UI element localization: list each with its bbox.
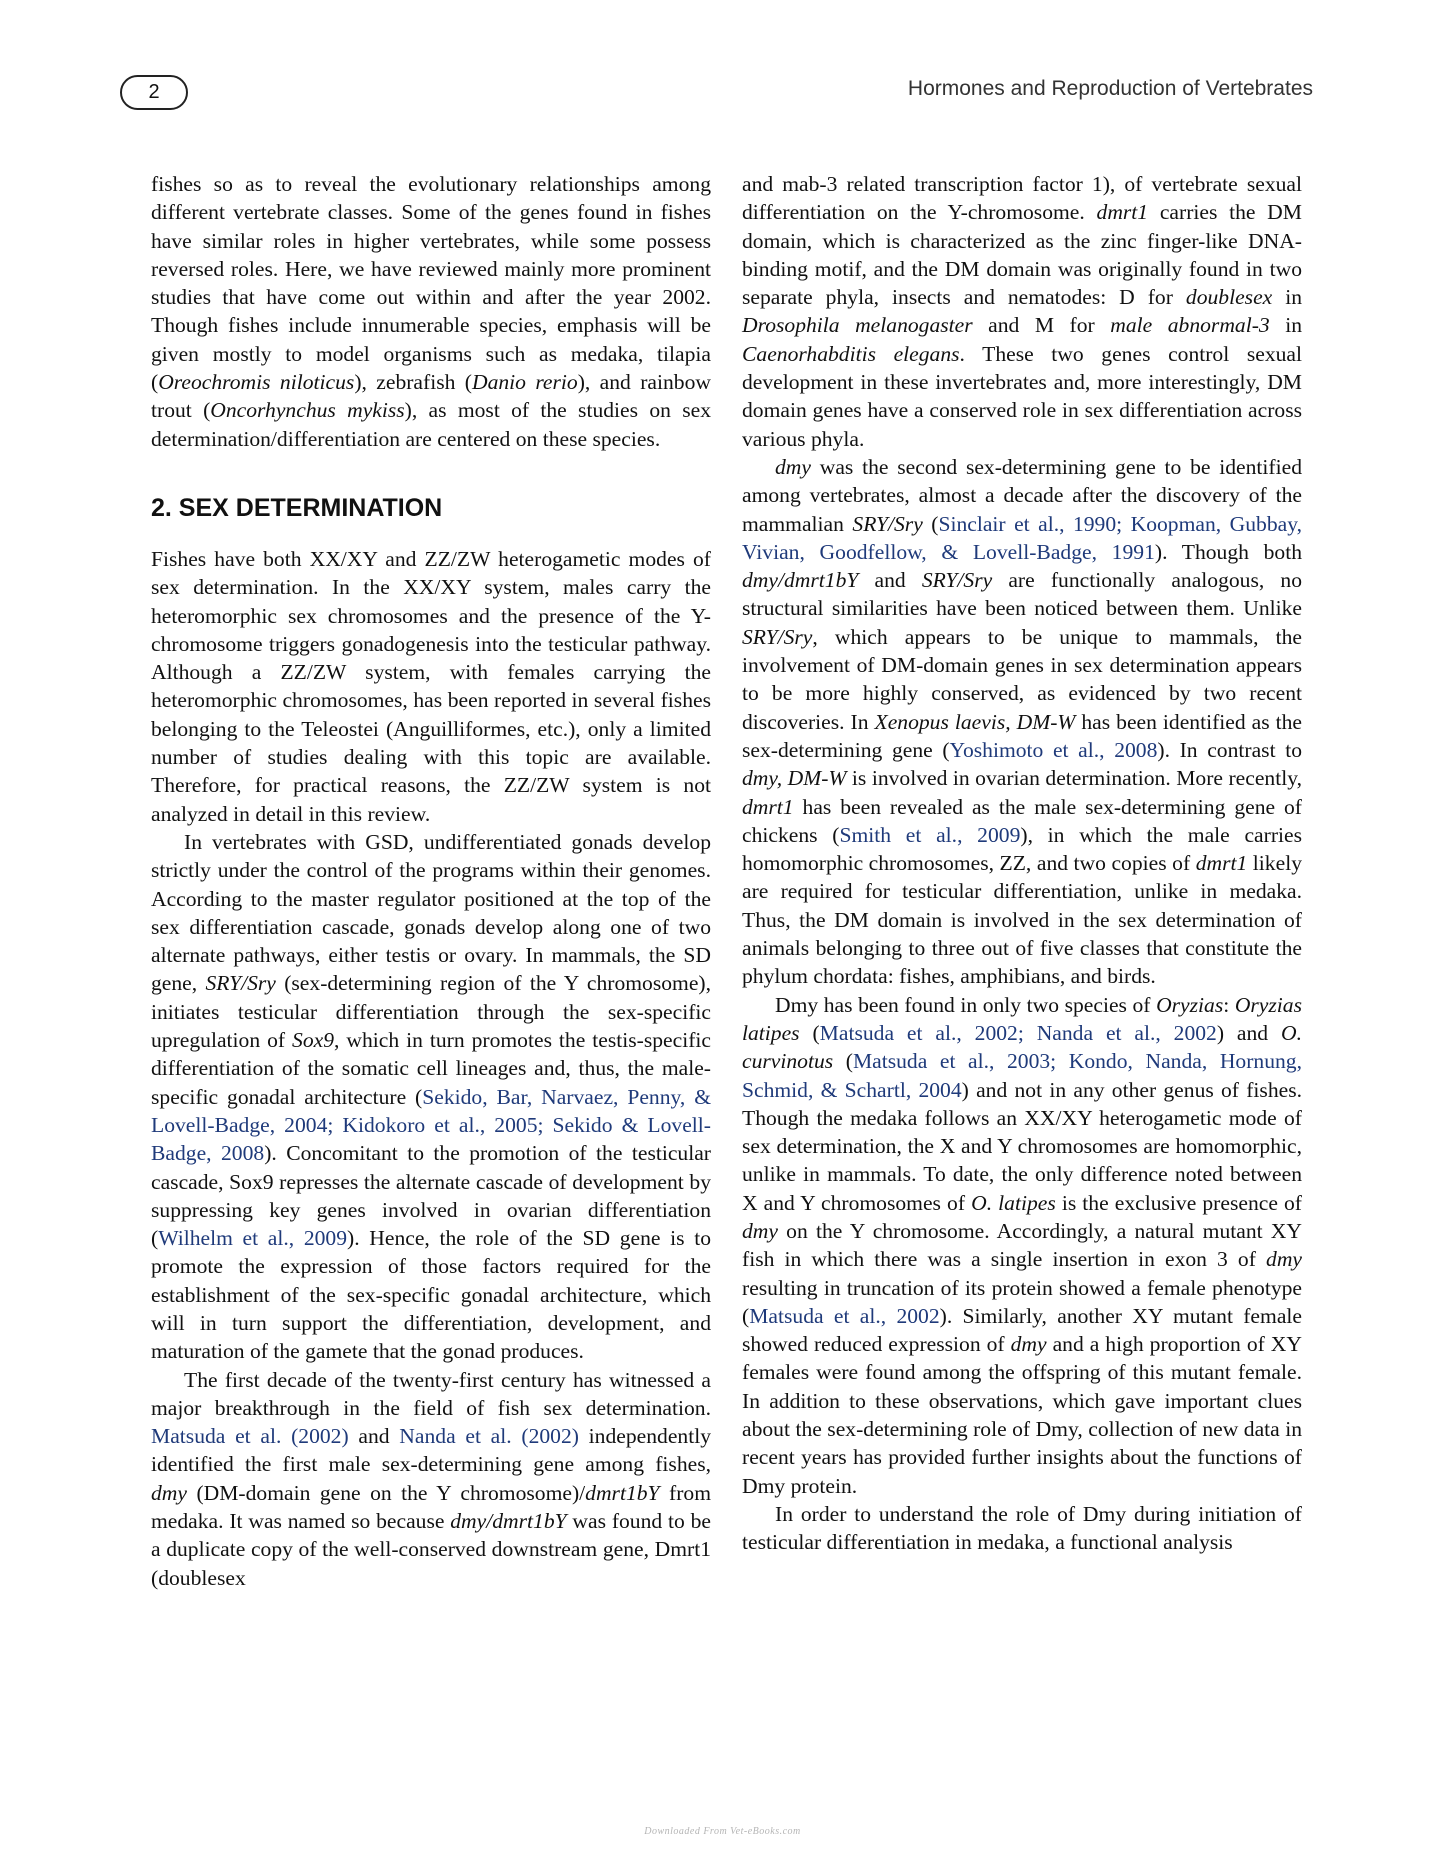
page-header	[120, 73, 1313, 113]
italic-term: Oreochromis niloticus	[158, 370, 355, 395]
text-run: Fishes have both XX/XY and ZZ/ZW heterogametic modes of sex determination. In the XX/XY system, males carry the heteromorphic sex chromosomes and the presence of the Y-chromosome triggers gonadogenesis into the testicular pathway. Although a ZZ/ZW system, with females carrying the heteromorphic chromosomes, has been reported in several fishes belonging to the Teleostei (Anguilliformes, etc.), only a limited number of studies dealing with this topic are available. Therefore, for practical reasons, the ZZ/ZW system is not analyzed in detail in this review.	[151, 546, 711, 826]
italic-term: SRY/Sry	[742, 624, 813, 649]
citation-link[interactable]: Sinclair et al., 1990; Koopman, Gubbay, Vivian, Goodfellow, & Lovell-Badge, 1991	[742, 511, 1302, 564]
text-run: is the exclusive presence of	[1055, 1190, 1302, 1215]
paragraph	[742, 453, 1302, 991]
text-run: and	[858, 568, 922, 593]
text-run: (	[922, 511, 939, 536]
text-run: ), zebrafish (	[354, 370, 472, 395]
citation-link[interactable]: Wilhelm et al., 2009	[158, 1226, 348, 1251]
text-run: (DM-domain gene on the Y chromosome)/	[186, 1480, 586, 1505]
paragraph	[742, 170, 1302, 453]
text-run: carries the DM domain, which is characterized as the zinc finger-like DNA-binding motif, and the DM domain was originally found in two separate phyla, insects and nematodes: D for	[742, 200, 1302, 310]
text-run: likely are required for testicular differentiation, unlike in medaka. Thus, the DM domain is involved in the sex determination of animals belonging to three out of five classes that constitute the phylum chordata: fishes, amphibians, and birds.	[742, 851, 1302, 989]
text-run: ), and rainbow trout (	[151, 370, 711, 423]
text-run: and M for	[972, 313, 1111, 338]
italic-term: doublesex	[1185, 285, 1273, 310]
paragraph	[151, 828, 711, 1366]
italic-term: O. curvinotus	[742, 1020, 1302, 1074]
italic-term: dmy	[1266, 1247, 1302, 1272]
text-run: has been revealed as the male sex-determining gene of chickens (	[742, 794, 1302, 847]
italic-term: dmy	[775, 454, 811, 479]
text-run: are functionally analogous, no structural similarities have been noticed between them. Unlike	[742, 568, 1302, 621]
text-run: ). Though both	[1154, 539, 1303, 564]
italic-term: Danio rerio	[471, 370, 578, 395]
italic-term: Caenorhabditis elegans	[742, 341, 960, 366]
citation-link[interactable]: Matsuda et al. (2002)	[151, 1424, 349, 1449]
text-run: in	[1272, 285, 1302, 310]
italic-term: dmy, DM-W	[742, 766, 847, 791]
right-column	[742, 170, 1302, 1557]
left-column	[151, 170, 711, 1592]
paragraph	[742, 991, 1302, 1500]
text-run: from medaka. It was named so because	[151, 1480, 711, 1534]
citation-link[interactable]: Sekido, Bar, Narvaez, Penny, & Lovell-Badge, 2004; Kidokoro et al., 2005; Sekido & Lovell-Badge, 2008	[151, 1084, 711, 1166]
text-run: ) and not in any other genus of fishes. Though the medaka follows an XX/XY heterogametic mode of sex determination, the X and Y chromosomes are homomorphic, unlike in mammals. To date, the only difference noted between X and Y chromosomes of	[742, 1077, 1303, 1215]
text-run: fishes so as to reveal the evolutionary relationships among different vertebrate classes. Some of the genes found in fishes have similar roles in higher vertebrates, while some possess reversed roles. Here, we have reviewed mainly more prominent studies that have come out within and after the year 2002. Though fishes include innumerable species, emphasis will be given mostly to model organisms such as medaka, tilapia (	[151, 172, 711, 395]
text-run: Dmy has been found in only two species of	[775, 992, 1157, 1017]
italic-term: male abnormal-3	[1110, 313, 1270, 338]
italic-term: Xenopus laevis, DM-W	[874, 709, 1076, 734]
text-run: In vertebrates with GSD, undifferentiated gonads develop strictly under the control of the programs within their genomes. According to the master regulator positioned at the top of the sex differentiation cascade, gonads develop along one of two alternate pathways, either testis or ovary. In mammals, the SD gene,	[151, 829, 711, 996]
text-run: and a high proportion of XY females were found among the offspring of this mutant female. In addition to these observations, which gave important clues about the sex-determining role of Dmy, collection of new data in recent years has provided further insights about the functions of Dmy protein.	[742, 1332, 1302, 1498]
citation-link[interactable]: Matsuda et al., 2002; Nanda et al., 2002	[819, 1020, 1217, 1045]
italic-term: Oncorhynchus mykiss	[210, 398, 405, 423]
citation-link[interactable]: Matsuda et al., 2002	[749, 1303, 940, 1328]
text-run: The first decade of the twenty-first century has witnessed a major breakthrough in the field of fish sex determination.	[151, 1367, 711, 1420]
text-run: :	[1223, 992, 1235, 1017]
italic-term: O. latipes	[971, 1190, 1056, 1215]
text-run: was the second sex-determining gene to be identified among vertebrates, almost a decade after the discovery of the mammalian	[742, 454, 1302, 536]
text-run: independently identified the first male sex-determining gene among fishes,	[151, 1424, 712, 1477]
text-run: and	[348, 1424, 400, 1449]
citation-link[interactable]: Smith et al., 2009	[839, 822, 1021, 847]
italic-term: Oryzias	[1156, 992, 1224, 1017]
italic-term: dmy	[1010, 1332, 1047, 1357]
italic-term: SRY/Sry	[921, 568, 993, 593]
italic-term: dmy	[151, 1480, 187, 1505]
text-run: is involved in ovarian determination. More recently,	[846, 766, 1303, 791]
italic-term: Oryzias latipes	[742, 992, 1302, 1045]
text-run: ). Similarly, another XY mutant female showed reduced expression of	[742, 1303, 1302, 1357]
paragraph	[151, 170, 711, 453]
text-run: ). In contrast to	[1157, 737, 1302, 762]
text-run: on the Y chromosome. Accordingly, a natural mutant XY fish in which there was a single insertion in exon 3 of	[742, 1218, 1302, 1272]
text-run: , which in turn promotes the testis-specific differentiation of the somatic cell lineages and, thus, the male-specific gonadal architecture (	[151, 1028, 711, 1109]
text-run: (sex-determining region of the Y chromosome), initiates testicular differentiation through the sex-specific upregulation of	[151, 971, 712, 1053]
italic-term: Sox9	[292, 1028, 335, 1053]
paragraph	[742, 1500, 1302, 1557]
citation-link[interactable]: Matsuda et al., 2003; Kondo, Nanda, Hornung, Schmid, & Schartl, 2004	[742, 1049, 1302, 1102]
italic-term: dmrt1bY	[585, 1480, 660, 1505]
text-run: has been identified as the sex-determining gene (	[742, 709, 1302, 762]
text-run: resulting in truncation of its protein showed a female phenotype (	[742, 1275, 1302, 1328]
italic-term: dmy/dmrt1bY	[742, 568, 859, 593]
italic-term: dmy/dmrt1bY	[450, 1509, 567, 1534]
text-run: in	[1269, 313, 1303, 338]
italic-term: dmrt1	[1195, 851, 1248, 876]
download-watermark: Downloaded From Vet-eBooks.com	[644, 1826, 801, 1837]
section-heading: 2. SEX DETERMINATION	[151, 493, 443, 522]
text-run: , which appears to be unique to mammals, the involvement of DM-domain genes in sex determination appears to be more highly conserved, as evidenced by two recent discoveries. In	[742, 624, 1302, 734]
text-run: and mab-3 related transcription factor 1), of vertebrate sexual differentiation on the Y-chromosome.	[742, 172, 1302, 225]
text-run: was found to be a duplicate copy of the well-conserved downstream gene, Dmrt1 (doublesex	[151, 1509, 711, 1590]
page-number: 2	[120, 75, 188, 110]
italic-term: SRY/Sry	[852, 511, 923, 536]
text-run: ), in which the male carries homomorphic chromosomes, ZZ, and two copies of	[742, 822, 1302, 876]
citation-link[interactable]: Nanda et al. (2002)	[399, 1424, 579, 1449]
text-run: ) and	[1216, 1020, 1281, 1045]
text-run: ). Concomitant to the promotion of the testicular cascade, Sox9 represses the alternate cascade of development by suppressing key genes involved in ovarian differentiation (	[151, 1141, 711, 1251]
italic-term: Drosophila melanogaster	[742, 313, 973, 338]
italic-term: SRY/Sry	[205, 971, 276, 996]
text-run: ). Hence, the role of the SD gene is to promote the expression of those factors required for the establishment of the sex-specific gonadal architecture, which will in turn support the differentiation, development, and maturation of the gamete that the gonad produces.	[151, 1226, 711, 1364]
italic-term: dmrt1	[742, 794, 794, 819]
paragraph	[151, 1366, 711, 1592]
italic-term: dmrt1	[1096, 200, 1149, 225]
citation-link[interactable]: Yoshimoto et al., 2008	[949, 737, 1158, 762]
text-run: (	[833, 1049, 853, 1074]
italic-term: dmy	[742, 1218, 778, 1243]
text-run: In order to understand the role of Dmy during initiation of testicular differentiation in medaka, a functional analysis	[742, 1501, 1302, 1555]
paragraph	[151, 545, 711, 828]
running-title: Hormones and Reproduction of Vertebrates	[907, 77, 1313, 100]
text-run: . These two genes control sexual development in these invertebrates and, more interestingly, DM domain genes have a conserved role in sex differentiation across various phyla.	[742, 341, 1302, 451]
text-run: (	[799, 1020, 820, 1045]
text-run: ), as most of the studies on sex determination/differentiation are centered on these species.	[151, 398, 711, 451]
